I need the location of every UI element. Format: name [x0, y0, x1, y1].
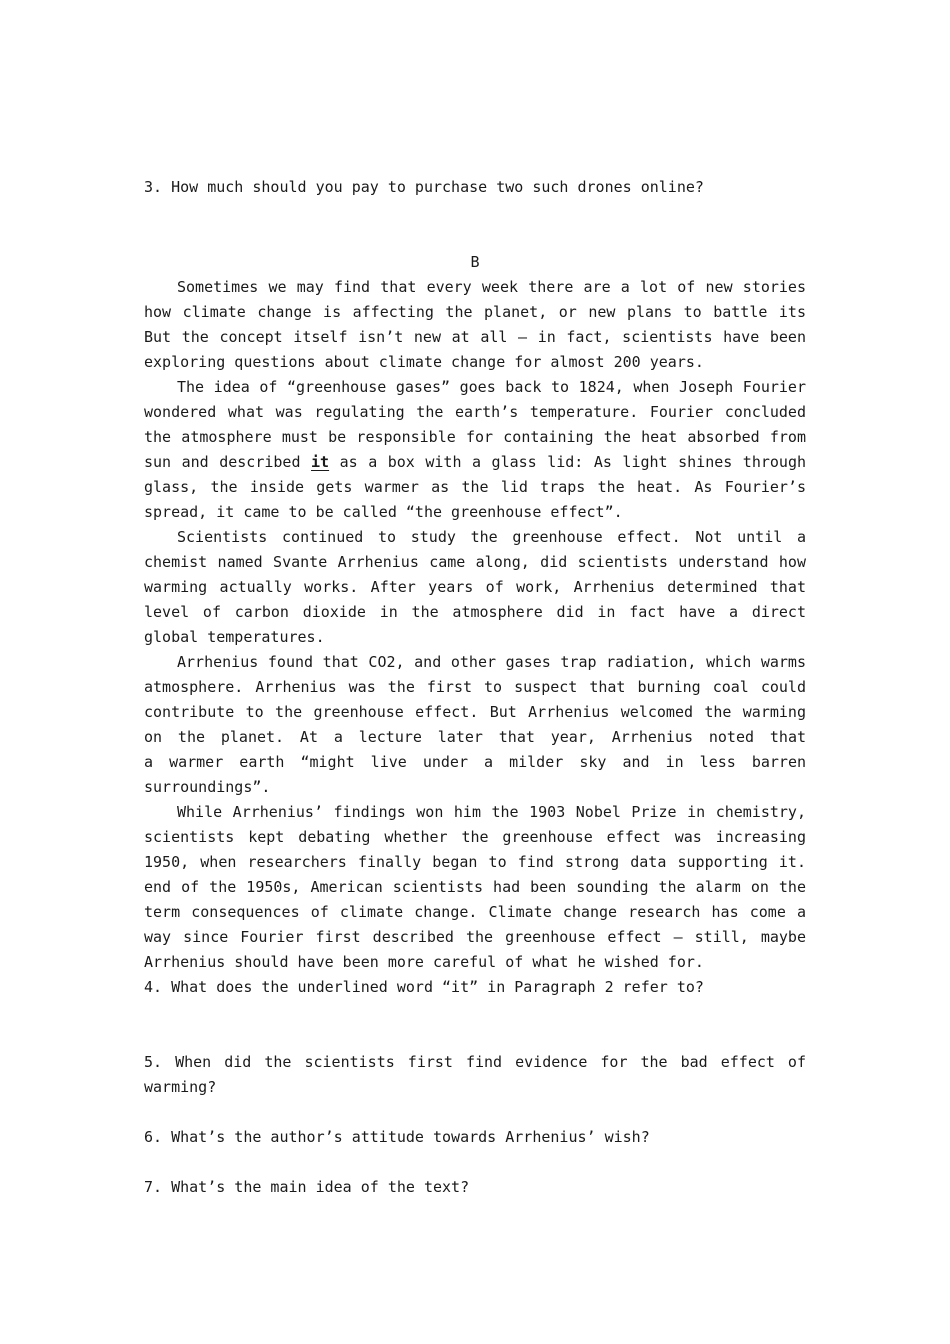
passage-p5-line: 1950, when researchers finally began to find strong data supporting it.	[144, 853, 806, 871]
passage-p5-line: term consequences of climate change. Climate change research has come a	[144, 903, 806, 921]
passage-p3-line: level of carbon dioxide in the atmosphere did in fact have a direct	[144, 603, 806, 621]
q4-options-row-2	[160, 1025, 822, 1050]
passage-p5-line: Arrhenius should have been more careful of what he wished for.	[144, 953, 704, 971]
section-title: B	[470, 253, 480, 271]
q6-options	[160, 1150, 822, 1175]
passage-p4-line: atmosphere. Arrhenius was the first to suspect that burning coal could	[144, 678, 806, 696]
passage-p1-line: But the concept itself isn’t new at all — in fact, scientists have been	[144, 328, 806, 346]
passage-p4-line: Arrhenius found that CO2, and other gases trap radiation, which warms	[177, 653, 806, 671]
passage-p5-line: scientists kept debating whether the greenhouse effect was increasing	[144, 828, 806, 846]
q5-stem-cont: warming?	[144, 1078, 217, 1096]
q2-options-row-2	[160, 150, 822, 175]
passage-p1-line: Sometimes we may find that every week there are a lot of new stories	[177, 278, 806, 296]
q2-options-row-1	[160, 125, 822, 150]
passage-p4-line: a warmer earth “might live under a milder sky and in less barren	[144, 753, 806, 771]
passage-p2-line: The idea of “greenhouse gases” goes back to 1824, when Joseph Fourier	[177, 378, 806, 396]
q5-stem: 5. When did the scientists first find evidence for the bad effect of	[144, 1053, 806, 1071]
q5-options	[160, 1100, 822, 1125]
q3-stem: 3. How much should you pay to purchase two such drones online?	[144, 178, 704, 196]
passage-p2-line-underlined	[144, 450, 806, 475]
q3-options	[160, 200, 822, 225]
q4-stem: 4. What does the underlined word “it” in Paragraph 2 refer to?	[144, 978, 704, 996]
passage-p2-line: glass, the inside gets warmer as the lid traps the heat. As Fourier’s	[144, 478, 806, 496]
passage-p4-line: on the planet. At a lecture later that year, Arrhenius noted that	[144, 728, 806, 746]
q7-options	[160, 1200, 822, 1225]
passage-p4-line: surroundings”.	[144, 778, 271, 796]
passage-p3-line: Scientists continued to study the greenhouse effect. Not until a	[177, 528, 806, 546]
passage-p3-line: warming actually works. After years of work, Arrhenius determined that	[144, 578, 806, 596]
passage-p5-line: way since Fourier first described the greenhouse effect — still, maybe	[144, 928, 806, 946]
underlined-word-it: it	[311, 453, 330, 471]
q7-stem: 7. What’s the main idea of the text?	[144, 1178, 470, 1196]
passage-p4-line: contribute to the greenhouse effect. But Arrhenius welcomed the warming	[144, 703, 806, 721]
passage-text: as a box with a glass lid: As light shines through	[339, 453, 806, 471]
q4-options-row-1	[160, 1000, 822, 1025]
passage-p3-line: global temperatures.	[144, 628, 325, 646]
passage-text: sun and described	[144, 453, 301, 471]
q6-stem: 6. What’s the author’s attitude towards Arrhenius’ wish?	[144, 1128, 650, 1146]
passage-p3-line: chemist named Svante Arrhenius came along, did scientists understand how	[144, 553, 806, 571]
passage-p5-line: While Arrhenius’ findings won him the 1903 Nobel Prize in chemistry,	[177, 803, 806, 821]
passage-p2-line: wondered what was regulating the earth’s temperature. Fourier concluded	[144, 403, 806, 421]
passage-p1-line: how climate change is affecting the planet, or new plans to battle its	[144, 303, 806, 321]
passage-p2-line: the atmosphere must be responsible for containing the heat absorbed from	[144, 428, 806, 446]
passage-p1-line: exploring questions about climate change for almost 200 years.	[144, 353, 704, 371]
passage-p5-line: end of the 1950s, American scientists had been sounding the alarm on the	[144, 878, 806, 896]
passage-p2-line: spread, it came to be called “the greenhouse effect”.	[144, 503, 623, 521]
